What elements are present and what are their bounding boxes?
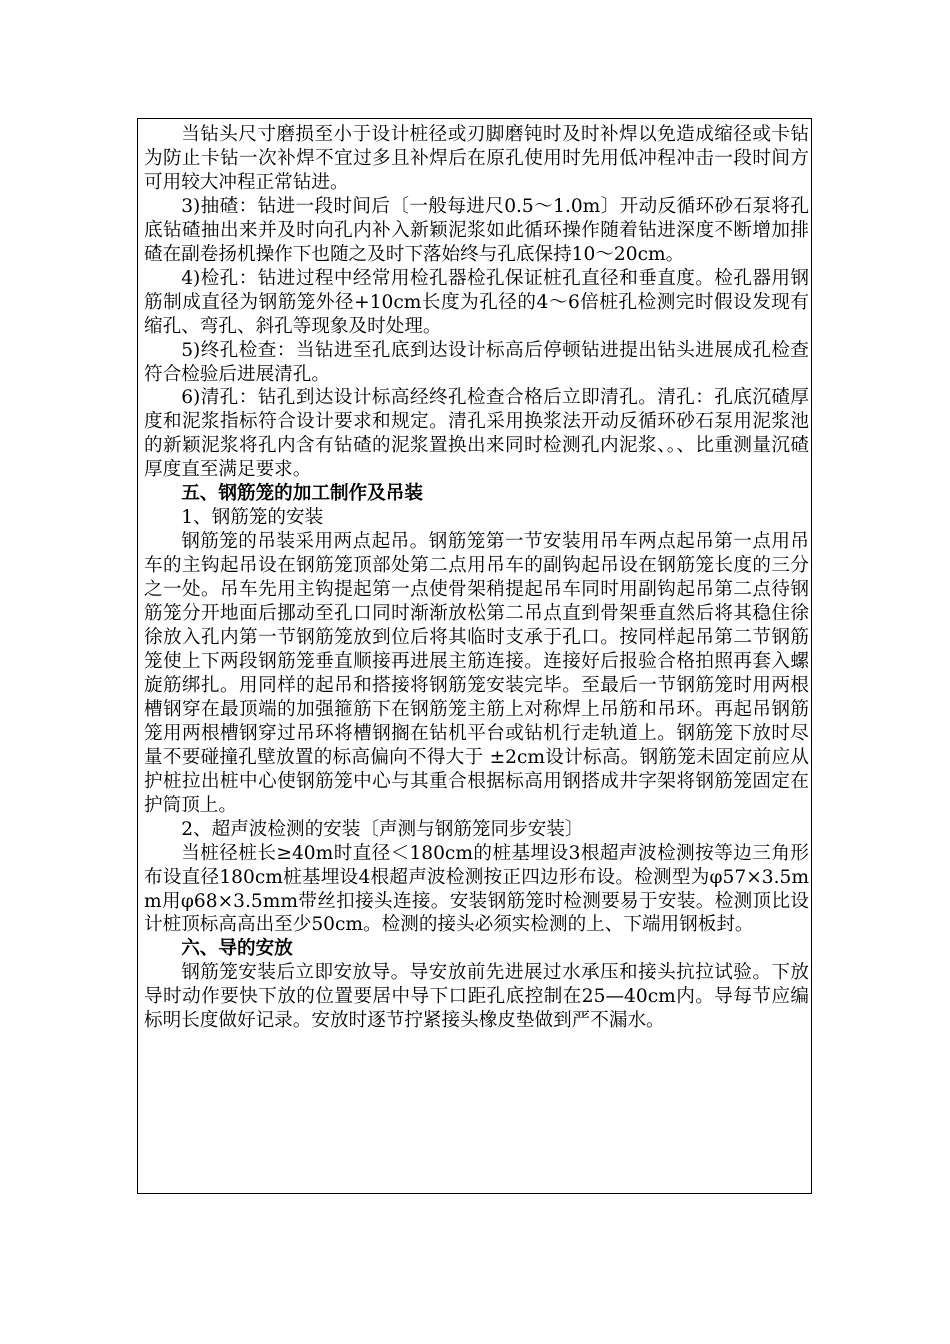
paragraph-final-hole-check: 5)终孔检查：当钻进至孔底到达设计标高后停顿钻进提出钻头进展成孔检查符合检验后进展清孔。 (144, 339, 809, 385)
section-heading-rebar-cage: 五、钢筋笼的加工制作及吊装 (181, 483, 423, 505)
document-body (144, 123, 809, 1033)
paragraph-tremie-placement: 钢筋笼安装后立即安放导。导安放前先进展过水承压和接头抗拉试验。下放导时动作要快下放的位置要居中导下口距孔底控制在25—40cm内。导每节应编标明长度做好记录。安放时逐节拧紧接头橡皮垫做到严不漏水。 (144, 962, 809, 1032)
paragraph-rebar-cage-lifting: 钢筋笼的吊装采用两点起吊。钢筋笼第一节安装用吊车两点起吊第一点用吊车的主钩起吊设在钢筋笼顶部处第二点用吊车的副钩起吊设在钢筋笼长度的三分之一处。吊车先用主钩提起第一点使骨架稍提起吊车同时用副钩起吊第二点待钢筋笼分开地面后挪动至孔口同时渐渐放松第二吊点直到骨架垂直然后将其稳住徐徐放入孔内第一节钢筋笼放到位后将其临时支承于孔口。按同样起吊第二节钢筋笼使上下两段钢筋笼垂直顺接再进展主筋连接。连接好后报验合格拍照再套入螺旋筋绑扎。用同样的起吊和搭接将钢筋笼安装完毕。至最后一节钢筋笼时用两根槽钢穿在最顶端的加强箍筋下在钢筋笼主筋上对称焊上吊筋和吊环。再起吊钢筋笼用两根槽钢穿过吊环将槽钢搁在钻机平台或钻机行走轨道上。钢筋笼下放时尽量不要碰撞孔壁放置的标高偏向不得大于 ±2cm设计标高。钢筋笼未固定前应从护桩拉出桩中心使钢筋笼中心与其重合根据标高用钢搭成井字架将钢筋笼固定在护筒顶上。 (144, 531, 809, 816)
section-heading-tremie: 六、导的安放 (181, 938, 293, 960)
subheading-rebar-cage-install: 1、钢筋笼的安装 (181, 507, 324, 529)
document-frame (137, 118, 812, 1194)
paragraph-slag-removal: 3)抽碴：钻进一段时间后〔一般每进尺0.5～1.0m〕开动反循环砂石泵将孔底钻碴抽出来并及时向孔内补入新颖泥浆如此循环操作随着钻进深度不断增加排碴在副卷扬机操作下也随之及时下落始终与孔底保持10～20cm。 (144, 195, 809, 265)
paragraph-hole-inspection: 4)检孔：钻进过程中经常用检孔器检孔保证桩孔直径和垂直度。检孔器用钢筋制成直径为钢筋笼外径+10cm长度为孔径的4～6倍桩孔检测完时假设发现有缩孔、弯孔、斜孔等现象及时处理。 (144, 267, 809, 337)
paragraph-drill-repair: 当钻头尺寸磨损至小于设计桩径或刃脚磨钝时及时补焊以免造成缩径或卡钻为防止卡钻一次补焊不宜过多且补焊后在原孔使用时先用低冲程冲击一段时间方可用较大冲程正常钻进。 (144, 124, 809, 193)
paragraph-ultrasonic-tubes: 当桩径桩长≥40m时直径＜180cm的桩基埋设3根超声波检测按等边三角形布设直径180cm桩基埋设4根超声波检测按正四边形布设。检测型为φ57×3.5mm用φ68×3.5mm带丝扣接头连接。安装钢筋笼时检测要易于安装。检测顶比设计桩顶标高高出至少50cm。检测的接头必须实检测的上、下端用钢板封。 (144, 842, 809, 936)
subheading-ultrasonic-install: 2、超声波检测的安装〔声测与钢筋笼同步安装〕 (181, 818, 584, 840)
paragraph-hole-cleaning: 6)清孔：钻孔到达设计标高经终孔检查合格后立即清孔。清孔：孔底沉碴厚度和泥浆指标符合设计要求和规定。清孔采用换浆法开动反循环砂石泵用泥浆池的新颖泥浆将孔内含有钻碴的泥浆置换出来同时检测孔内泥浆、。、比重测量沉碴厚度直至满足要求。 (144, 387, 809, 481)
